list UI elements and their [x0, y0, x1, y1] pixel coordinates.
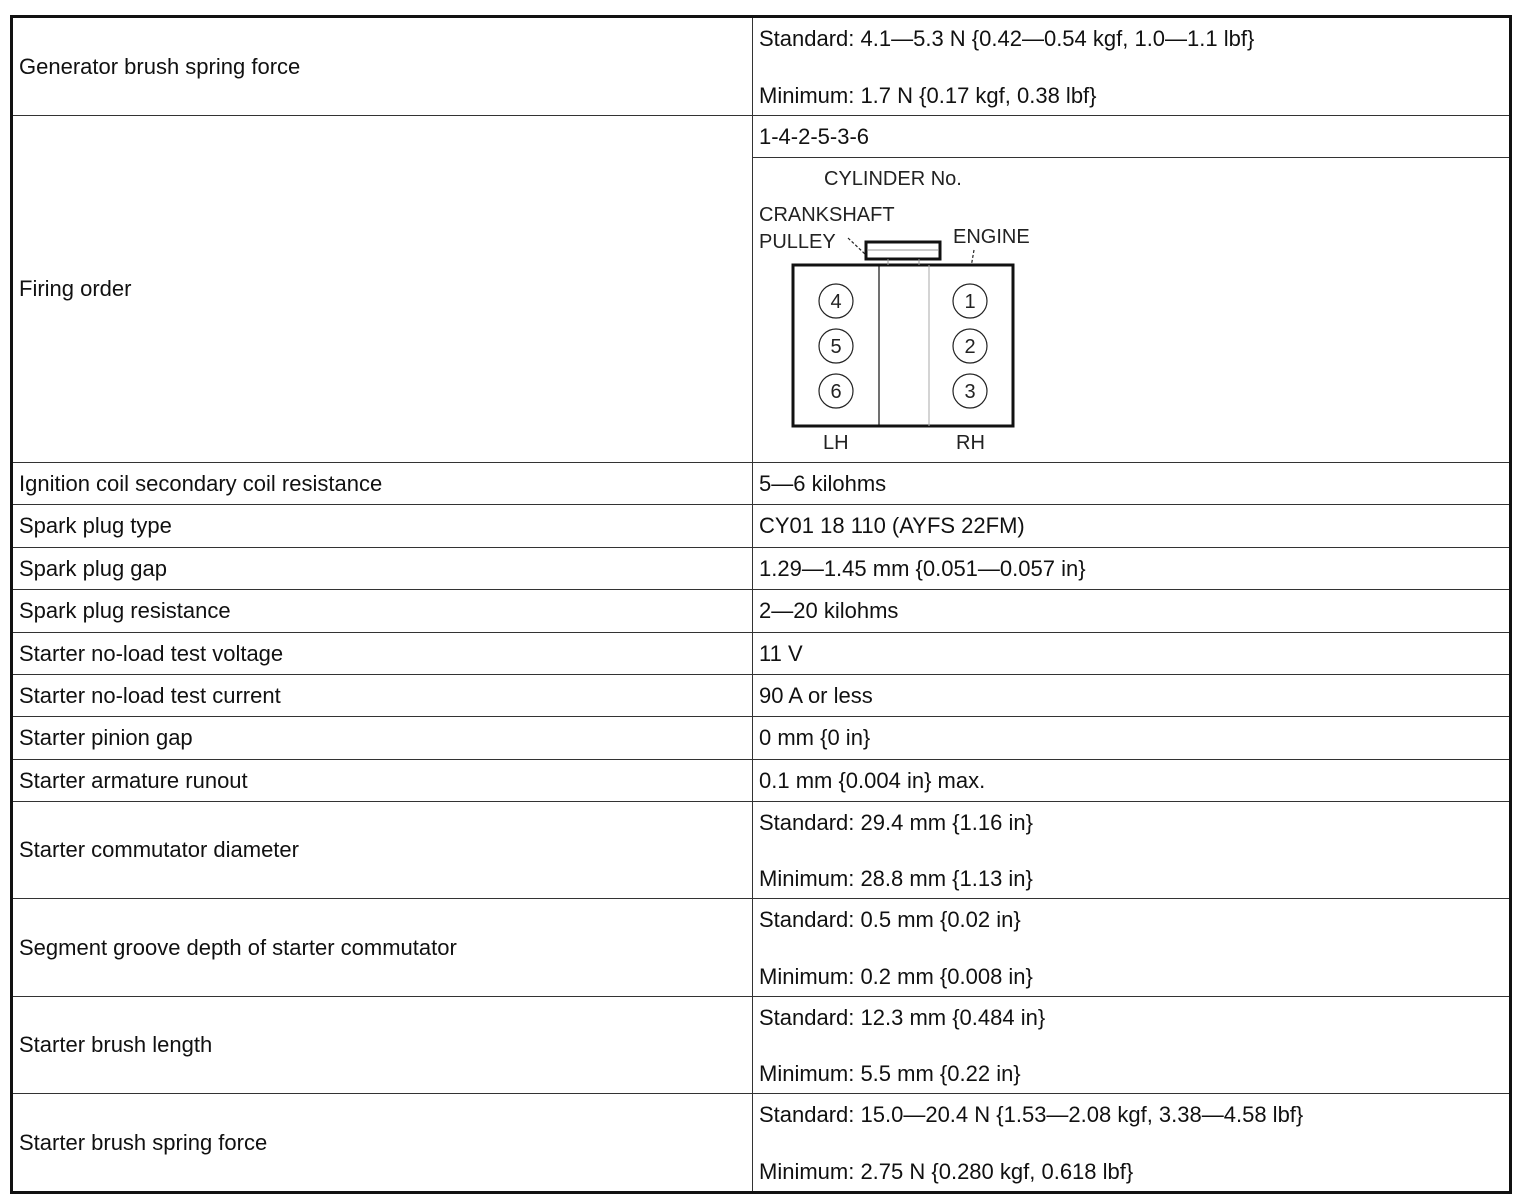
table-row: [12, 802, 1511, 899]
row-value: [753, 802, 1511, 899]
svg-text:2: 2: [964, 336, 976, 358]
svg-text:6: 6: [830, 381, 842, 403]
row-value: 5—6 kilohms: [753, 463, 1511, 505]
engine-block: [793, 265, 1013, 426]
standard-value: Standard: 4.1—5.3 N {0.42—0.54 kgf, 1.0—1.1 lbf}: [759, 26, 1255, 51]
pulley-leader-line: [848, 238, 866, 255]
row-value: 0 mm {0 in}: [753, 717, 1511, 760]
row-label: Generator brush spring force: [12, 17, 753, 116]
row-value: 1-4-2-5-3-6: [753, 116, 1511, 158]
table-row: [12, 717, 1511, 760]
firing-order-diagram: [753, 158, 1053, 458]
row-label: Spark plug type: [12, 505, 753, 548]
table-row: [12, 463, 1511, 505]
row-label: Firing order: [12, 116, 753, 463]
pulley-label: PULLEY: [759, 231, 836, 253]
minimum-value: Minimum: 1.7 N {0.17 kgf, 0.38 lbf}: [759, 83, 1097, 108]
row-label: Starter pinion gap: [12, 717, 753, 760]
row-label: Starter brush spring force: [12, 1094, 753, 1193]
row-label: Ignition coil secondary coil resistance: [12, 463, 753, 505]
table-row: [12, 760, 1511, 802]
table-row: [12, 997, 1511, 1094]
table-row: [12, 899, 1511, 997]
row-value: CY01 18 110 (AYFS 22FM): [753, 505, 1511, 548]
lh-label: LH: [823, 432, 849, 454]
row-value: 11 V: [753, 633, 1511, 675]
table-row: [12, 17, 1511, 116]
rh-label: RH: [956, 432, 985, 454]
svg-text:1: 1: [964, 291, 976, 313]
row-value: [753, 997, 1511, 1094]
table-row: [12, 1094, 1511, 1193]
standard-value: Standard: 12.3 mm {0.484 in}: [759, 1005, 1046, 1030]
pulley-label: CRANKSHAFT: [759, 204, 895, 226]
minimum-value: Minimum: 5.5 mm {0.22 in}: [759, 1061, 1021, 1086]
row-label: Starter no-load test voltage: [12, 633, 753, 675]
svg-text:3: 3: [964, 381, 976, 403]
svg-text:5: 5: [830, 336, 842, 358]
table-row: [12, 633, 1511, 675]
row-label: Starter brush length: [12, 997, 753, 1094]
row-value: 1.29—1.45 mm {0.051—0.057 in}: [753, 548, 1511, 590]
row-label: Starter armature runout: [12, 760, 753, 802]
row-label: Spark plug gap: [12, 548, 753, 590]
diagram-title: CYLINDER No.: [824, 168, 962, 190]
firing-order-diagram-cell: [753, 158, 1511, 463]
row-label: Segment groove depth of starter commutator: [12, 899, 753, 997]
row-label: Spark plug resistance: [12, 590, 753, 633]
minimum-value: Minimum: 28.8 mm {1.13 in}: [759, 866, 1033, 891]
minimum-value: Minimum: 0.2 mm {0.008 in}: [759, 964, 1033, 989]
table-row: [12, 116, 1511, 158]
svg-text:4: 4: [830, 291, 842, 313]
standard-value: Standard: 15.0—20.4 N {1.53—2.08 kgf, 3.38—4.58 lbf}: [759, 1102, 1304, 1127]
row-value: 2—20 kilohms: [753, 590, 1511, 633]
row-label: Starter commutator diameter: [12, 802, 753, 899]
row-value: 90 A or less: [753, 675, 1511, 717]
table-row: [12, 505, 1511, 548]
engine-label: ENGINE: [953, 226, 1030, 248]
minimum-value: Minimum: 2.75 N {0.280 kgf, 0.618 lbf}: [759, 1159, 1134, 1184]
standard-value: Standard: 29.4 mm {1.16 in}: [759, 810, 1033, 835]
standard-value: Standard: 0.5 mm {0.02 in}: [759, 907, 1021, 932]
row-value: [753, 899, 1511, 997]
row-value: [753, 1094, 1511, 1193]
table-row: [12, 548, 1511, 590]
specification-table: [10, 15, 1512, 1194]
table-row: [12, 675, 1511, 717]
row-label: Starter no-load test current: [12, 675, 753, 717]
table-row: [12, 590, 1511, 633]
row-value: 0.1 mm {0.004 in} max.: [753, 760, 1511, 802]
row-value: [753, 17, 1511, 116]
